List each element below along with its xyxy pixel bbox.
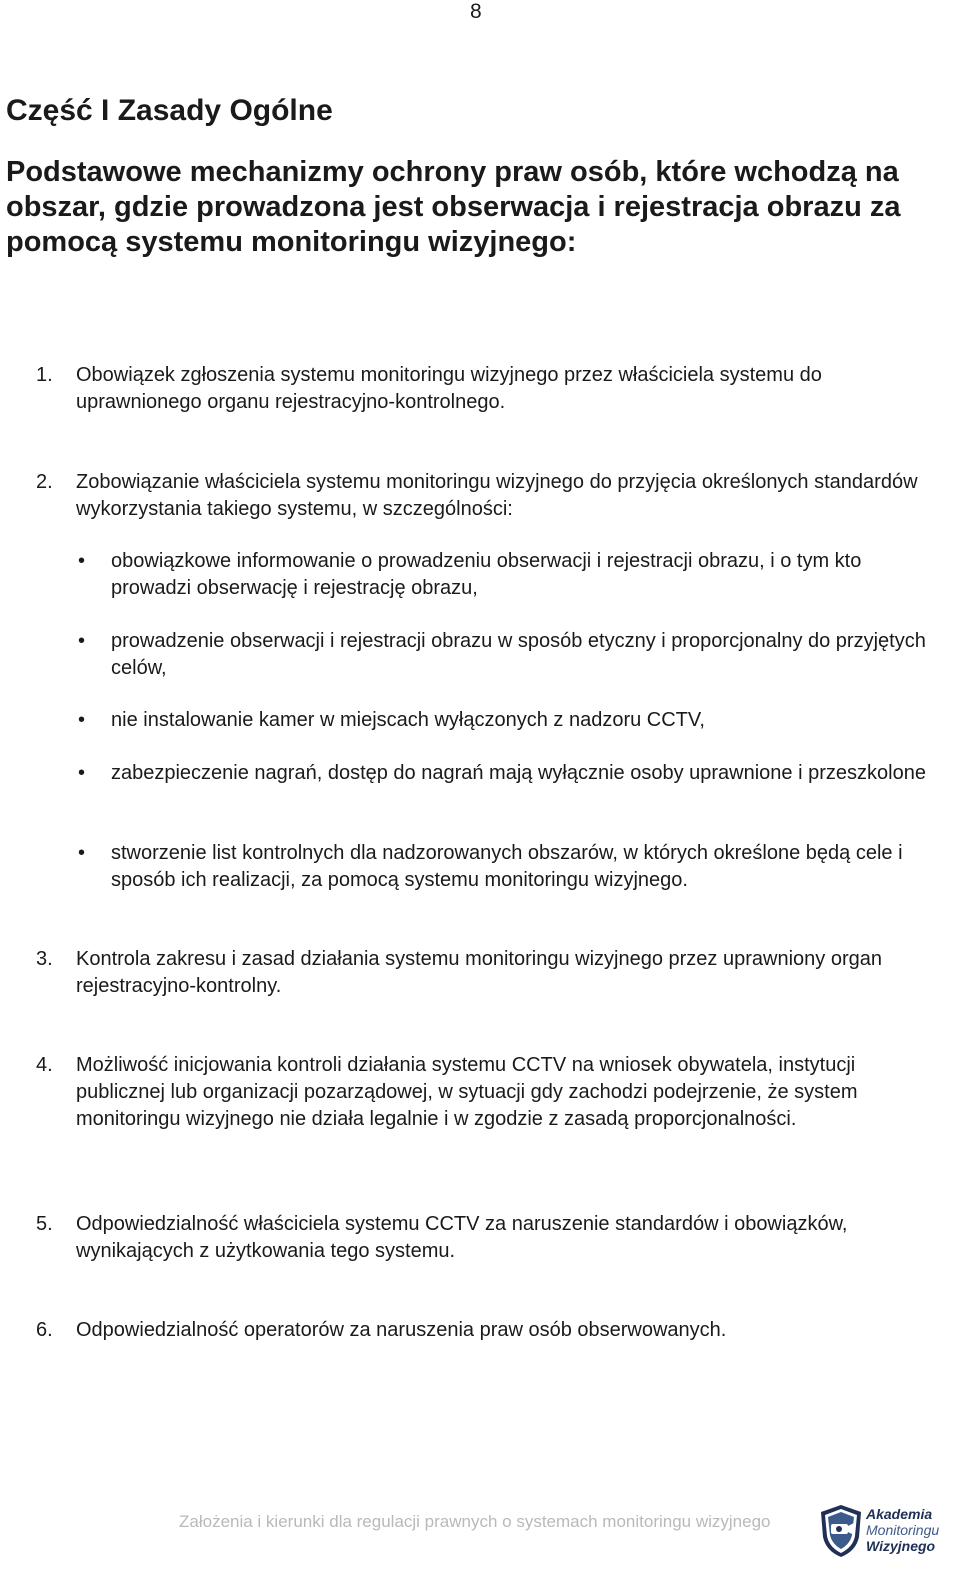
footer-text: Założenia i kierunki dla regulacji prawnych o systemach monitoringu wizyjnego: [179, 1512, 771, 1531]
bullet-item-3: [78, 707, 938, 734]
bullet-item-1: [78, 548, 938, 602]
list-item-4: [36, 1052, 926, 1133]
list-item-6: [36, 1317, 926, 1344]
list-number: 2.: [36, 471, 53, 493]
list-item-3: [36, 946, 926, 1000]
list-number: 3.: [36, 948, 53, 970]
list-item-5: [36, 1211, 926, 1265]
bullet-marker: •: [78, 550, 86, 572]
bullet-text: nie instalowanie kamer w miejscach wyłączonych z nadzoru CCTV,: [111, 709, 705, 731]
list-item-text: Możliwość inicjowania kontroli działania systemu CCTV na wniosek obywatela, instytucji publicznej lub organizacji pozarządowej, w sytuacji gdy zachodzi podejrzenie, że system monitoringu wizyjnego nie działa legalnie i w zgodzie z zasadą proporcjonalności.: [76, 1054, 858, 1130]
bullet-marker: •: [78, 842, 86, 864]
bullet-text: stworzenie list kontrolnych dla nadzorowanych obszarów, w których określone będą cele i sposób ich realizacji, za pomocą systemu monitoringu wizyjnego.: [111, 842, 903, 891]
part-heading: Część I Zasady Ogólne: [6, 94, 333, 127]
bullet-item-5: [78, 840, 938, 894]
list-number: 4.: [36, 1054, 53, 1076]
list-item-text: Odpowiedzialność właściciela systemu CCTV za naruszenie standardów i obowiązków, wynikających z użytkowania tego systemu.: [76, 1213, 848, 1262]
logo-line-2: Monitoringu: [866, 1522, 940, 1538]
list-item-1: [36, 362, 926, 416]
list-item-text: Kontrola zakresu i zasad działania systemu monitoringu wizyjnego przez uprawniony organ rejestracyjno-kontrolny.: [76, 948, 882, 997]
section-heading: Podstawowe mechanizmy ochrony praw osób, które wchodzą na obszar, gdzie prowadzona jest obserwacja i rejestracja obrazu za pomocą systemu monitoringu wizyjnego:: [6, 156, 901, 258]
list-item-2: [36, 469, 926, 523]
bullet-marker: •: [78, 709, 86, 731]
logo-line-1: Akademia: [866, 1506, 933, 1522]
bullet-marker: •: [78, 762, 86, 784]
camera-shield-icon: [818, 1503, 864, 1559]
bullet-item-2: [78, 628, 938, 682]
bullet-text: obowiązkowe informowanie o prowadzeniu obserwacji i rejestracji obrazu, i o tym kto prowadzi obserwację i rejestrację obrazu,: [111, 550, 862, 599]
bullet-text: zabezpieczenie nagrań, dostęp do nagrań mają wyłącznie osoby uprawnione i przeszkolone: [111, 762, 926, 784]
page-number: 8: [470, 0, 482, 23]
bullet-item-4: [78, 760, 938, 787]
list-item-text: Obowiązek zgłoszenia systemu monitoringu wizyjnego przez właściciela systemu do uprawnionego organu rejestracyjno-kontrolnego.: [76, 364, 822, 413]
list-number: 5.: [36, 1213, 53, 1235]
bullet-marker: •: [78, 630, 86, 652]
logo-line-3: Wizyjnego: [866, 1538, 936, 1554]
logo: [818, 1503, 954, 1561]
list-item-text: Zobowiązanie właściciela systemu monitoringu wizyjnego do przyjęcia określonych standardów wykorzystania takiego systemu, w szczególności:: [76, 471, 918, 520]
logo-text: [866, 1506, 939, 1554]
list-number: 6.: [36, 1319, 53, 1341]
list-item-text: Odpowiedzialność operatorów za naruszenia praw osób obserwowanych.: [76, 1319, 727, 1341]
bullet-text: prowadzenie obserwacji i rejestracji obrazu w sposób etyczny i proporcjonalny do przyjętych celów,: [111, 630, 926, 679]
list-number: 1.: [36, 364, 53, 386]
